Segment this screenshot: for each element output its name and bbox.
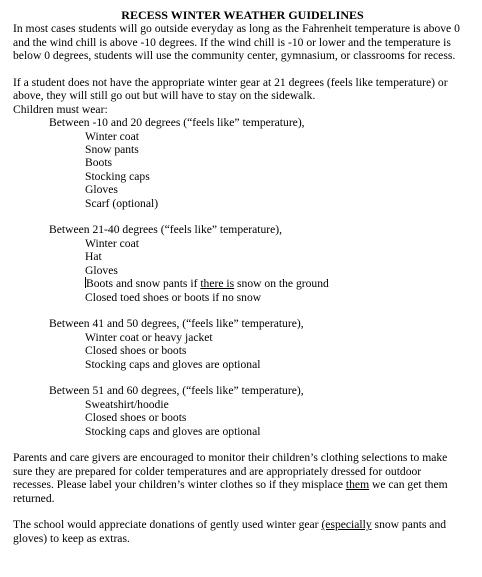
range-block xyxy=(13,317,472,371)
gear-line: If a student does not have the appropriate winter gear at 21 degrees (feels like temperature) or xyxy=(13,76,448,90)
clothing-item[interactable] xyxy=(13,277,472,290)
parents-line: returned. xyxy=(13,491,55,505)
parents-line: sure they are prepared for colder temperatures and are appropriately dressed for outdoor xyxy=(13,464,422,478)
range-heading: Between -10 and 20 degrees (“feels like” temperature), xyxy=(49,116,305,130)
clothing-item: Closed shoes or boots xyxy=(85,344,187,358)
underlined-text: (especially xyxy=(321,518,372,532)
line-text: snow pants and xyxy=(371,518,447,532)
clothing-item: Hat xyxy=(85,250,102,264)
intro-line: and the wind chill is above -10 degrees. If the wind chill is -10 or lower and the temperature is xyxy=(13,35,451,49)
parents-line: Parents and care givers are encouraged to monitor their children’s clothing selections to make xyxy=(13,451,448,465)
intro-line: below 0 degrees, students will use the community center, gymnasium, or classrooms for recess. xyxy=(13,49,456,63)
clothing-item: Scarf (optional) xyxy=(85,196,159,210)
clothing-item: Stocking caps and gloves are optional xyxy=(85,357,261,371)
clothing-item: Boots xyxy=(85,156,113,170)
clothing-item: Stocking caps and gloves are optional xyxy=(85,424,261,438)
parents-line xyxy=(13,478,472,491)
parents-paragraph xyxy=(13,451,472,505)
clothing-item: Sweatshirt/hoodie xyxy=(85,397,169,411)
range-heading: Between 21-40 degrees (“feels like” temperature), xyxy=(49,223,283,237)
clothing-item: Gloves xyxy=(85,183,118,197)
donations-line xyxy=(13,518,472,531)
line-text: we can get them xyxy=(369,478,448,492)
clothing-item: Closed toed shoes or boots if no snow xyxy=(85,290,262,304)
spacer xyxy=(13,371,472,384)
clothing-item: Winter coat xyxy=(85,129,139,143)
clothing-item: Gloves xyxy=(85,263,118,277)
range-block xyxy=(13,384,472,438)
donations-line: gloves) to keep as extras. xyxy=(13,531,130,545)
clothing-item: Winter coat or heavy jacket xyxy=(85,330,213,344)
item-text: Boots and snow pants if xyxy=(86,277,201,291)
line-text: recesses. Please label your children’s winter clothes so if they misplace xyxy=(13,478,346,492)
range-block xyxy=(13,116,472,210)
spacer xyxy=(13,210,472,223)
intro-line: In most cases students will go outside everyday as long as the Fahrenheit temperature is above 0 xyxy=(13,22,460,36)
spacer xyxy=(13,438,472,451)
spacer xyxy=(13,505,472,518)
underlined-text: there is xyxy=(200,277,235,291)
clothing-item: Snow pants xyxy=(85,143,139,157)
spacer xyxy=(13,304,472,317)
gear-paragraph xyxy=(13,76,472,116)
gear-line: above, they will still go out but will have to stay on the sidewalk. xyxy=(13,89,316,103)
range-block xyxy=(13,223,472,303)
intro-paragraph xyxy=(13,22,472,62)
gear-line: Children must wear: xyxy=(13,102,108,116)
clothing-item: Stocking caps xyxy=(85,169,150,183)
range-heading: Between 41 and 50 degrees, (“feels like” temperature), xyxy=(49,317,304,331)
document-title: RECESS WINTER WEATHER GUIDELINES xyxy=(121,8,364,22)
line-text: The school would appreciate donations of gently used winter gear xyxy=(13,518,322,532)
clothing-item: Winter coat xyxy=(85,236,139,250)
range-heading: Between 51 and 60 degrees, (“feels like” temperature), xyxy=(49,384,304,398)
underlined-text: them xyxy=(345,478,370,492)
clothing-item: Closed shoes or boots xyxy=(85,411,187,425)
spacer xyxy=(13,63,472,76)
donations-paragraph xyxy=(13,518,472,545)
item-text: snow on the ground xyxy=(234,277,329,291)
